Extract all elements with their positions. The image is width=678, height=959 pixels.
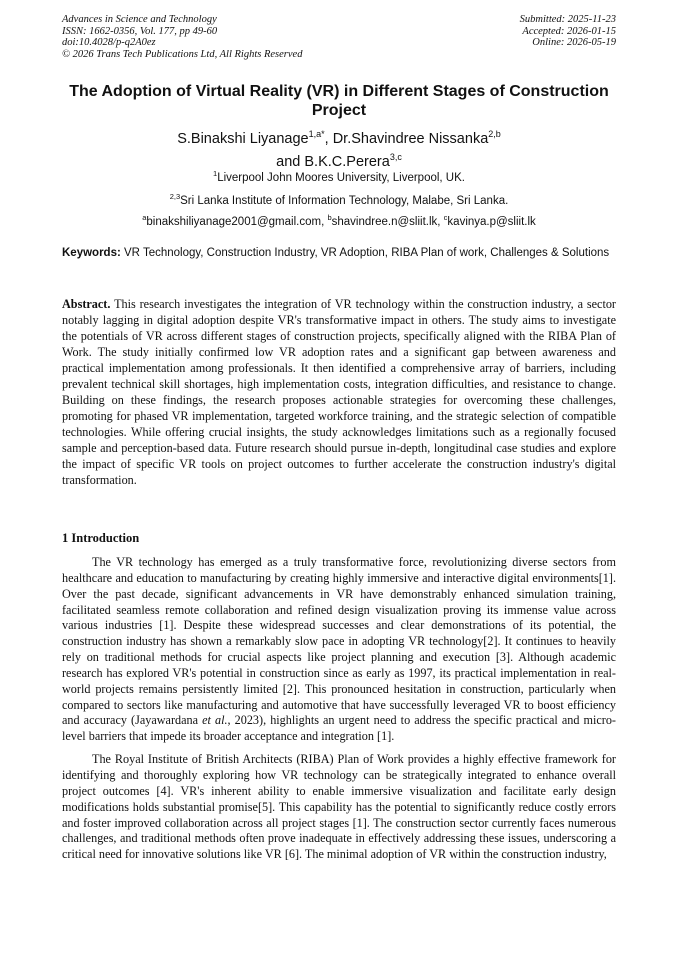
journal-header-right [520, 14, 616, 49]
intro-paragraph-1 [62, 555, 616, 745]
affiliation-superscript: 1 [213, 169, 218, 178]
copyright-line: © 2026 Trans Tech Publications Ltd, All Rights Reserved [62, 48, 303, 60]
affiliation-superscript: 2,3 [169, 192, 181, 201]
author-superscript: 1,a* [308, 129, 325, 139]
author-superscript: 2,b [488, 129, 501, 139]
paper-title: The Adoption of Virtual Reality (VR) in Different Stages of Construction Project [69, 83, 609, 119]
author-conjunction: and [276, 153, 305, 170]
paragraph-text: The VR technology has emerged as a truly transformative force, revolutionizing diverse sectors from healthcare and education to manufacturing by creating highly immersive and interactive digital environments[1]. Over the past decade, significant advancements in VR have demonstrably enhanced simulation training, facilitated seamless remote collaboration and refined design visualization proving its immense value across various industries [1]. Despite these widespread successes and clear demonstrations of its potential, the construction industry has shown a remarkably slow pace in adopting VR technology[2]. It continues to heavily rely on traditional methods for crucial aspects like project planning and execution [3]. Although academic research has explored VR's potential in construction since as early as 1997, its practical implementation in real-world projects remains persistently limited [2]. This pronounced hesitation in construction, particularly when compared to sectors like manufacturing and automotive that have successfully leveraged VR to boost efficiency and accuracy (Jayawardana [62, 555, 616, 728]
author-separator: , [324, 130, 333, 147]
intro-paragraph-2: The Royal Institute of British Architects (RIBA) Plan of Work provides a highly effective framework for identifying and thoroughly exploring how VR technology can be strategically integrated to enhance overall project outcomes [4]. VR's inherent ability to enable immersive visualization and facilitate early design modifications holds substantial promise[5]. This capability has the potential to significantly reduce costly errors and foster improved collaboration across all project stages [1]. The construction sector currently faces numerous challenges, and traditional methods often prove inadequate in effectively addressing these issues, underscoring a critical need for innovative solutions like VR [6]. The minimal adoption of VR within the construction industry, [62, 752, 616, 862]
email-link[interactable]: shavindree.n@sliit.lk, [331, 215, 444, 228]
affiliation-text: Liverpool John Moores University, Liverpool, UK. [217, 171, 465, 184]
email-list [62, 211, 616, 229]
accepted-date: Accepted: 2026-01-15 [522, 25, 616, 37]
abstract-label: Abstract. [62, 297, 111, 311]
keywords [62, 246, 616, 261]
email-link[interactable]: binakshiliyanage2001@gmail.com, [146, 215, 328, 228]
email-superscript: c [443, 213, 448, 222]
author-list [62, 125, 616, 171]
paragraph-text: , 2023), highlights an urgent need to address the specific practical and micro-level barriers that impede its broader acceptance and integration [1]. [62, 713, 616, 744]
section-heading-introduction: 1 Introduction [62, 531, 140, 545]
online-date: Online: 2026-05-19 [532, 37, 616, 48]
author-name: S.Binakshi Liyanage [177, 130, 309, 147]
author-superscript: 3,c [389, 151, 402, 162]
introduction-body [62, 555, 616, 870]
journal-name: Advances in Science and Technology [62, 14, 217, 25]
email-superscript: b [327, 213, 332, 222]
affiliation-2 [62, 190, 616, 208]
author-line-1 [62, 125, 616, 148]
doi-line: doi:10.4028/p-q2A0ez [62, 37, 156, 48]
paragraph-italic: et al. [202, 713, 228, 728]
affiliation-1 [62, 167, 616, 185]
keywords-label: Keywords: [62, 247, 121, 259]
submitted-date: Submitted: 2025-11-23 [519, 14, 616, 25]
abstract-text: This research investigates the integration of VR technology within the construction industry, a sector notably lagging in digital adoption despite VR's transformative impact in others. The study aims to investigate the potentials of VR across different stages of construction projects, specifically aligned with the RIBA Plan of Work. The study initially confirmed low VR adoption rates and a significant gap between awareness and practical implementation among professionals. It then identified a comprehensive array of barriers, including prevalent technical skill shortages, high implementation costs, integration difficulties, and resistance to change. Building on these findings, the research proposes actionable strategies for overcoming these challenges, promoting for phased VR implementation, targeted workforce training, and the strategic selection of compatible technologies. While offering crucial insights, the study acknowledges limitations such as a regionally focused sample and perception-based data. Future research should pursue in-depth, longitudinal case studies and explore the impact of specific VR tools on project outcomes to further accelerate the construction industry's digital transformation. [62, 297, 616, 487]
author-name: Dr.Shavindree Nissanka [332, 130, 489, 147]
keywords-text: VR Technology, Construction Industry, VR Adoption, RIBA Plan of work, Challenges & Solutions [120, 247, 610, 259]
issn-line: ISSN: 1662-0356, Vol. 177, pp 49-60 [62, 25, 218, 37]
affiliation-text: Sri Lanka Institute of Information Technology, Malabe, Sri Lanka. [180, 194, 509, 207]
email-superscript: a [142, 213, 147, 222]
abstract [62, 296, 616, 488]
journal-header-left [62, 14, 302, 60]
author-name: B.K.C.Perera [304, 153, 390, 170]
email-link[interactable]: kavinya.p@sliit.lk [447, 215, 536, 228]
